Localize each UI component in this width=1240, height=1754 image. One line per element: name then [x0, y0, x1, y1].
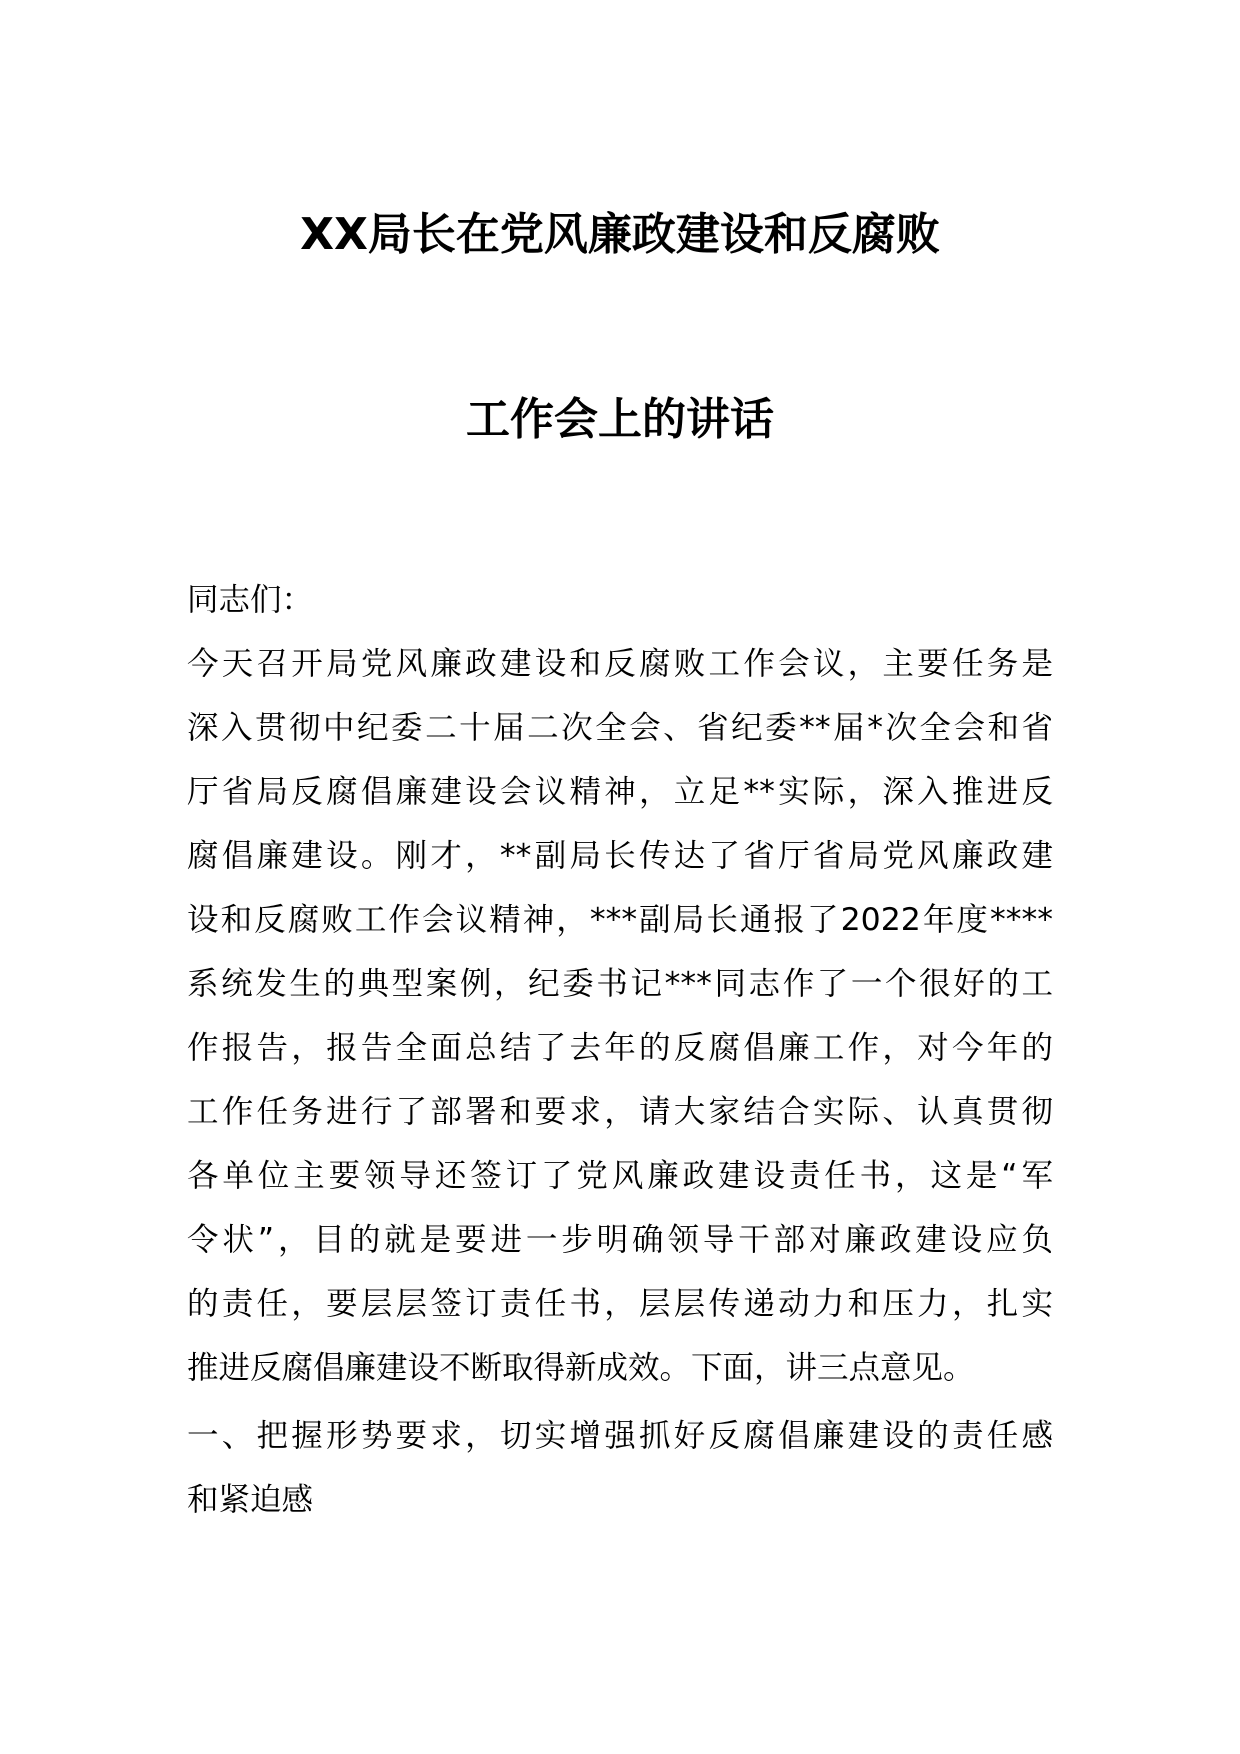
salutation	[187, 568, 1053, 632]
paragraph-line: 的责任，要层层签订责任书，层层传递动力和压力，扎实	[187, 1286, 1053, 1322]
salutation-text: 同志们：	[187, 582, 314, 618]
paragraph-line: 设和反腐败工作会议精神，***副局长通报了2022年度****	[187, 902, 1053, 938]
paragraph-1	[187, 632, 1053, 1400]
paragraph-line: 令状”，目的就是要进一步明确领导干部对廉政建设应负	[187, 1222, 1053, 1258]
paragraph-line: 推进反腐倡廉建设不断取得新成效。下面，讲三点意见。	[187, 1350, 975, 1386]
section-heading-line: 一、把握形势要求，切实增强抓好反腐倡廉建设的责任感	[187, 1418, 1053, 1454]
paragraph-line: 深入贯彻中纪委二十届二次全会、省纪委**届*次全会和省	[187, 710, 1053, 746]
paragraph-line: 系统发生的典型案例，纪委书记***同志作了一个很好的工	[187, 966, 1053, 1002]
paragraph-line: 工作任务进行了部署和要求，请大家结合实际、认真贯彻	[187, 1094, 1053, 1130]
paragraph-line: 作报告，报告全面总结了去年的反腐倡廉工作，对今年的	[187, 1030, 1053, 1066]
section-heading-line: 和紧迫感	[187, 1482, 314, 1518]
document-title-line-1: XX局长在党风廉政建设和反腐败	[300, 209, 940, 260]
paragraph-line: 厅省局反腐倡廉建设会议精神，立足**实际，深入推进反	[187, 774, 1053, 810]
paragraph-line: 各单位主要领导还签订了党风廉政建设责任书，这是“军	[187, 1158, 1053, 1194]
paragraph-line: 今天召开局党风廉政建设和反腐败工作会议，主要任务是	[187, 646, 1053, 682]
paragraph-line: 腐倡廉建设。刚才，**副局长传达了省厅省局党风廉政建	[187, 838, 1053, 874]
section-heading-1	[187, 1404, 1053, 1532]
document-title-line-2: 工作会上的讲话	[466, 394, 774, 445]
